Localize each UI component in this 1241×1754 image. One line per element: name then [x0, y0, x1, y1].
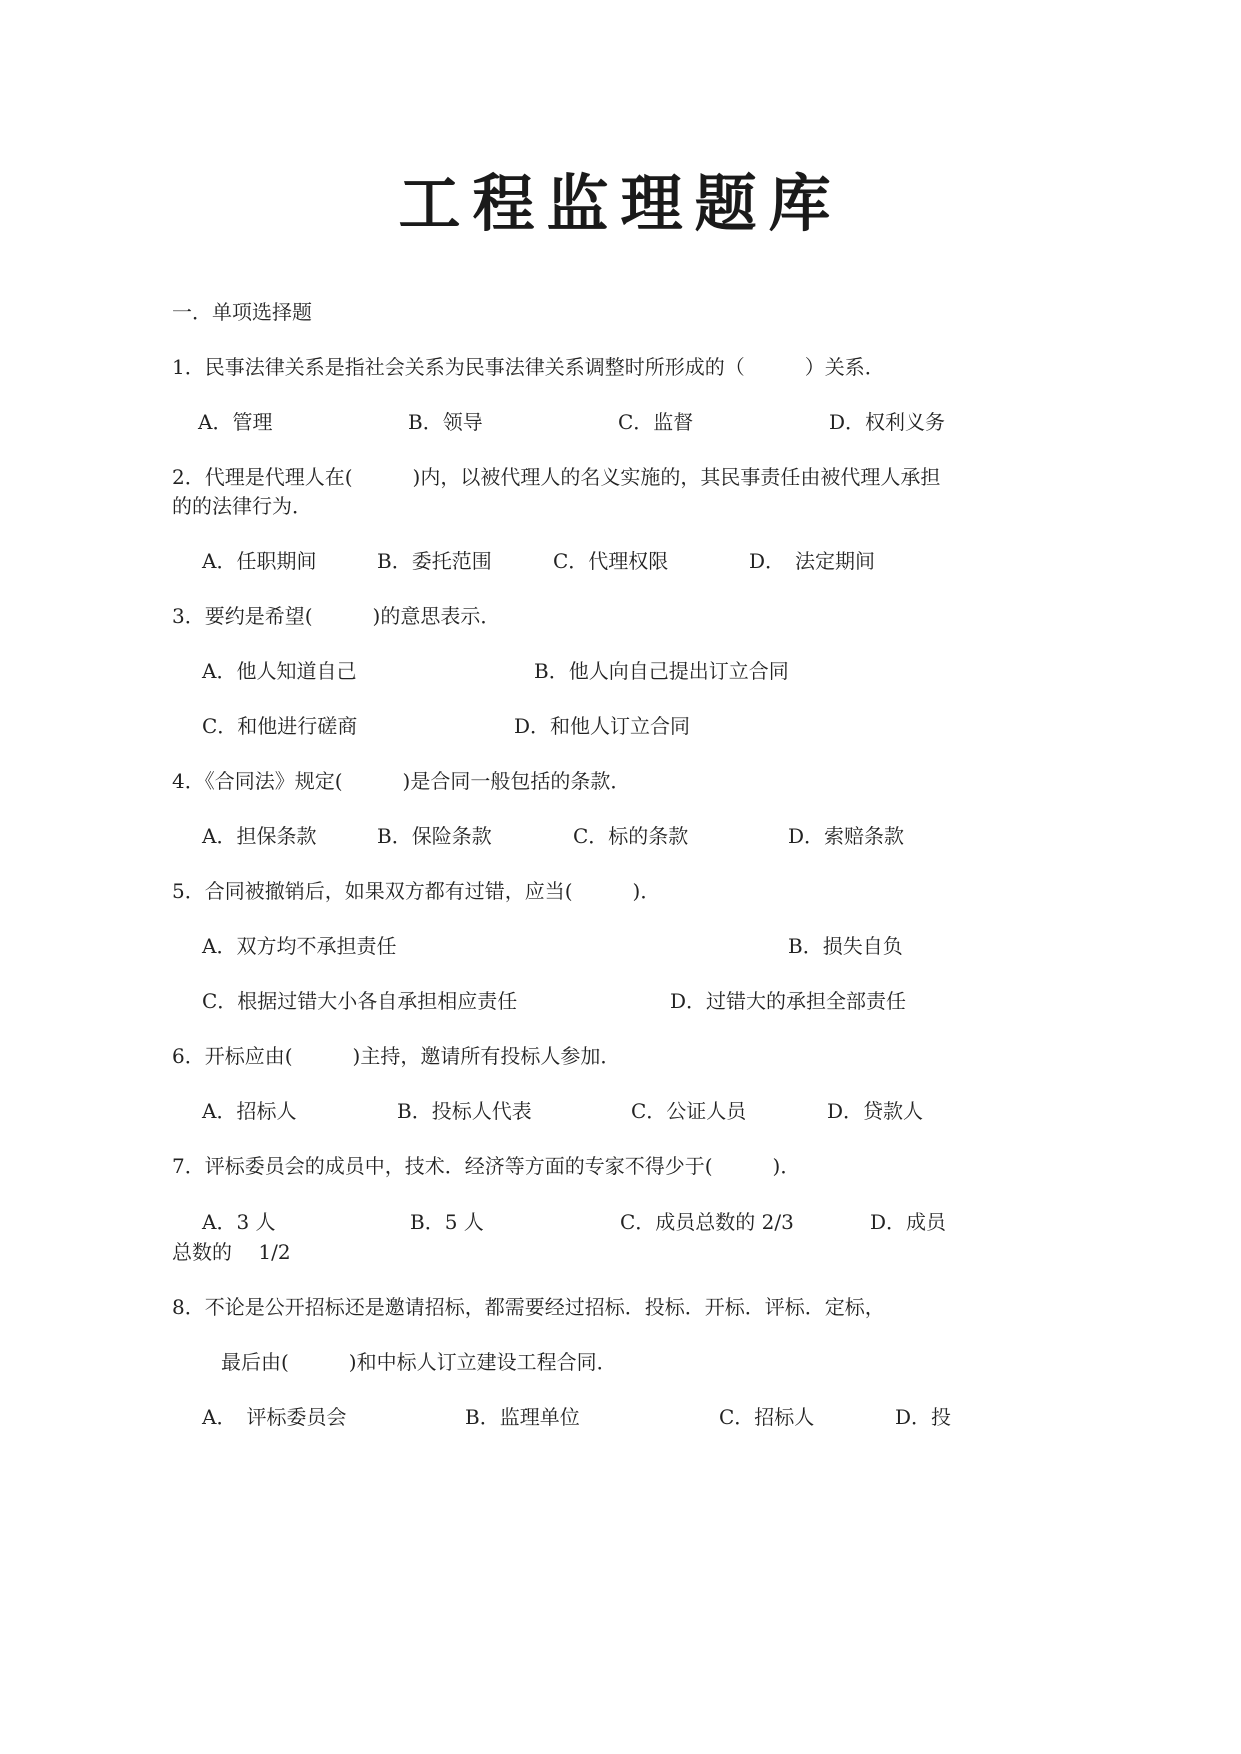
question-7-option-d-continued: 总数的 1/2 [172, 1240, 291, 1264]
question-2-stem-line1: 2．代理是代理人在( )内，以被代理人的名义实施的，其民事责任由被代理人承担 [172, 465, 941, 489]
question-1-stem: 1．民事法律关系是指社会关系为民事法律关系调整时所形成的（ ）关系． [172, 355, 885, 379]
question-6-option-c: C．公证人员 [631, 1099, 747, 1123]
question-6-stem: 6．开标应由( )主持，邀请所有投标人参加． [172, 1044, 621, 1068]
question-3-option-c: C．和他进行磋商 [202, 714, 358, 738]
question-1-option-d: D．权利义务 [829, 410, 946, 434]
question-5-option-d: D．过错大的承担全部责任 [670, 989, 907, 1013]
question-2-option-b: B．委托范围 [377, 549, 492, 573]
question-4-option-d: D．索赔条款 [788, 824, 905, 848]
question-8-stem-line2: 最后由( )和中标人订立建设工程合同． [221, 1350, 617, 1374]
question-2-option-c: C．代理权限 [553, 549, 669, 573]
question-4-option-b: B．保险条款 [377, 824, 492, 848]
question-3-option-d: D．和他人订立合同 [514, 714, 691, 738]
question-5-stem: 5．合同被撤销后，如果双方都有过错，应当( )． [172, 879, 661, 903]
document-title: 工程监理题库 [398, 167, 843, 240]
question-6-option-b: B．投标人代表 [397, 1099, 532, 1123]
question-1-option-c: C．监督 [618, 410, 694, 434]
question-4-option-c: C．标的条款 [573, 824, 689, 848]
question-5-option-c: C．根据过错大小各自承担相应责任 [202, 989, 518, 1013]
question-1-option-a: A．管理 [198, 410, 273, 434]
question-7-option-a: A．3 人 [202, 1210, 276, 1234]
question-5-option-b: B．损失自负 [788, 934, 903, 958]
question-1-option-b: B．领导 [408, 410, 483, 434]
question-8-option-b: B．监理单位 [465, 1405, 580, 1429]
question-7-option-d: D．成员 [870, 1210, 947, 1234]
question-3-option-b: B．他人向自己提出订立合同 [534, 659, 789, 683]
question-8-option-d: D．投 [895, 1405, 952, 1429]
question-2-option-d: D． 法定期间 [749, 549, 876, 573]
question-4-option-a: A．担保条款 [202, 824, 317, 848]
question-6-option-a: A．招标人 [202, 1099, 297, 1123]
question-7-option-c: C．成员总数的 2/3 [620, 1210, 794, 1234]
question-8-option-a: A． 评标委员会 [202, 1405, 347, 1429]
question-8-option-c: C．招标人 [719, 1405, 815, 1429]
question-7-stem: 7．评标委员会的成员中，技术．经济等方面的专家不得少于( )． [172, 1154, 801, 1178]
question-5-option-a: A．双方均不承担责任 [202, 934, 397, 958]
question-2-stem-line2: 的的法律行为． [172, 494, 312, 518]
question-4-stem: 4．《合同法》规定( )是合同一般包括的条款． [172, 769, 631, 793]
question-3-option-a: A．他人知道自己 [202, 659, 357, 683]
question-3-stem: 3．要约是希望( )的意思表示． [172, 604, 501, 628]
question-6-option-d: D．贷款人 [827, 1099, 924, 1123]
question-7-option-b: B．5 人 [410, 1210, 484, 1234]
question-8-stem-line1: 8．不论是公开招标还是邀请招标，都需要经过招标．投标．开标．评标．定标， [172, 1295, 885, 1319]
section-heading: 一．单项选择题 [172, 300, 312, 324]
question-2-option-a: A．任职期间 [202, 549, 317, 573]
